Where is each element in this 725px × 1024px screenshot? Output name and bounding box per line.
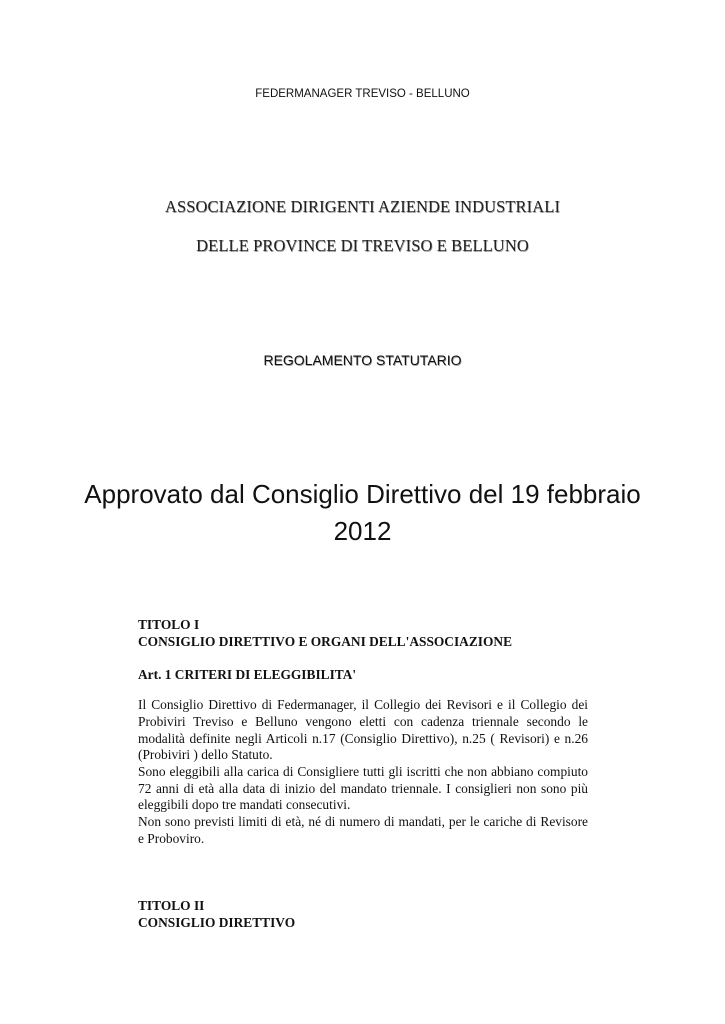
title1-heading: TITOLO I [138,617,200,632]
approval-line1: Approvato dal Consiglio Direttivo del 19 febbraio [84,479,641,509]
association-name-line2: DELLE PROVINCE DI TREVISO E BELLUNO [196,236,529,255]
article1-paragraph2: Sono eleggibili alla carica di Consigliere tutti gli iscritti che non abbiano compiuto 72 anni di età alla data di inizio del mandato triennale. I consiglieri non sono più eleggibili dopo tre mandati consecutivi. [138,763,588,813]
association-name-line1: ASSOCIAZIONE DIRIGENTI AZIENDE INDUSTRIALI [164,197,561,216]
article1-text [138,697,588,847]
title1-subheading: CONSIGLIO DIRETTIVO E ORGANI DELL'ASSOCIAZIONE [138,633,513,649]
organization-header: FEDERMANAGER TREVISO - BELLUNO [255,88,470,100]
regulation-title: REGOLAMENTO STATUTARIO [263,352,462,368]
approval-statement [60,476,665,550]
article1-paragraph1: Il Consiglio Direttivo di Federmanager, il Collegio dei Revisori e il Collegio dei Probiviri Treviso e Belluno vengono eletti con cadenza triennale secondo le modalità definite negli Articoli n.17 (Consiglio Direttivo), n.25 ( Revisori) e n.26 (Probiviri ) dello Statuto. [138,697,588,763]
article1-paragraph3: Non sono previsti limiti di età, né di numero di mandati, per le cariche di Revisore e Proboviro. [138,814,588,846]
article1-heading: Art. 1 CRITERI DI ELEGGIBILITA' [138,667,357,683]
approval-line2: 2012 [333,516,392,546]
title2-subheading: CONSIGLIO DIRETTIVO [138,915,296,931]
document-body [138,617,588,932]
title2-heading: TITOLO II [138,898,205,914]
